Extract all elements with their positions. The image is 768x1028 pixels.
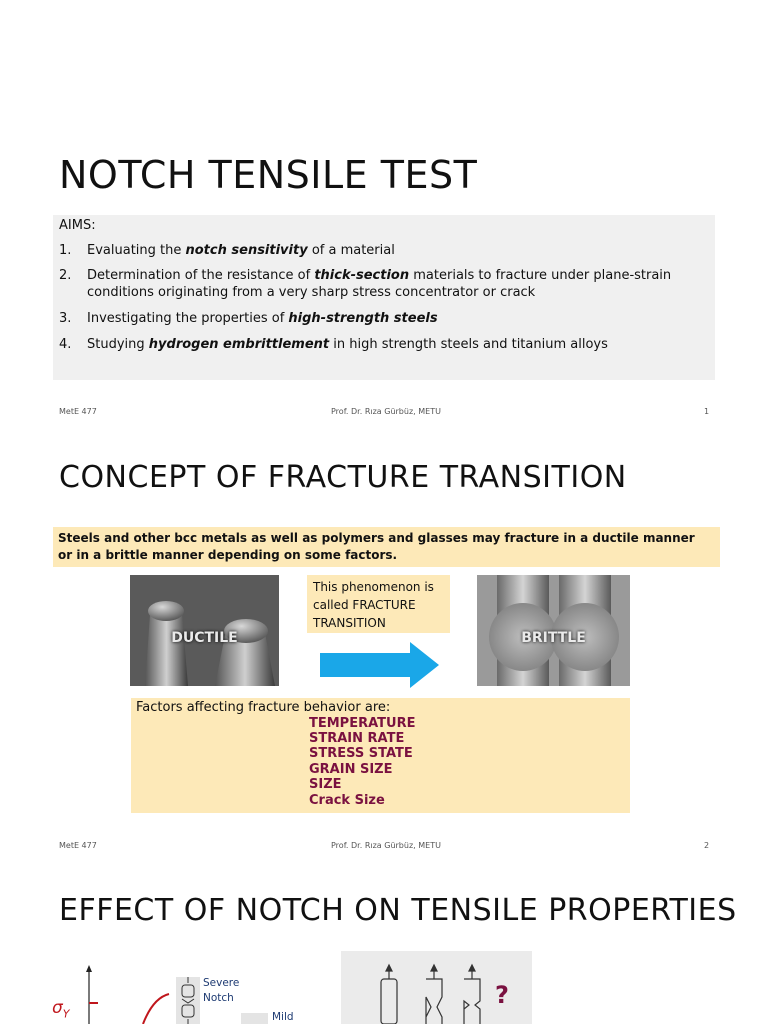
footer-author: Prof. Dr. Rıza Gürbüz, METU	[331, 407, 441, 416]
mild-notch-label: Mild	[272, 1011, 294, 1023]
factor-item: STRESS STATE	[309, 746, 413, 761]
sigma-y-label: $\sigma_Y$	[52, 998, 70, 1021]
slide1-title: NOTCH TENSILE TEST	[59, 153, 478, 197]
ductile-specimen-photo	[130, 575, 279, 686]
question-mark: ?	[495, 981, 509, 1009]
intro-text: Steels and other bcc metals as well as polymers and glasses may fracture in a ductile manner or in a brittle manner depending on some factors.	[58, 531, 695, 562]
footer-course: MetE 477	[59, 841, 97, 850]
slide3-title: EFFECT OF NOTCH ON TENSILE PROPERTIES	[59, 893, 737, 928]
notched-specimens-figure	[341, 951, 532, 1024]
factor-item: GRAIN SIZE	[309, 762, 393, 777]
footer-course: MetE 477	[59, 407, 97, 416]
phenomenon-text: This phenomenon is called FRACTURE TRANSITION	[313, 580, 434, 630]
factor-item: STRAIN RATE	[309, 731, 405, 746]
factors-heading: Factors affecting fracture behavior are:	[136, 700, 391, 715]
brittle-specimen-photo	[477, 575, 630, 686]
slide2-title: CONCEPT OF FRACTURE TRANSITION	[59, 460, 627, 495]
factor-item: Crack Size	[309, 793, 385, 808]
aim-item-1: 1. Evaluating the notch sensitivity of a material	[59, 243, 395, 258]
aims-heading: AIMS:	[59, 218, 96, 233]
aim-item-3: 3. Investigating the properties of high-strength steels	[59, 311, 438, 326]
severe-notch-label: Severe Notch	[203, 977, 240, 1004]
footer-page-number: 2	[704, 841, 710, 850]
aim-item-4: 4. Studying hydrogen embrittlement in high strength steels and titanium alloys	[59, 337, 608, 352]
factor-item: TEMPERATURE	[309, 716, 416, 731]
ductile-label: DUCTILE	[171, 630, 238, 646]
mild-notch-specimen	[241, 1013, 268, 1024]
footer-page-number: 1	[704, 407, 710, 416]
footer-author: Prof. Dr. Rıza Gürbüz, METU	[331, 841, 441, 850]
severe-notch-specimen	[176, 977, 200, 1024]
aim-item-2: 2. Determination of the resistance of thick-section materials to fracture under plane-strain conditions originating from a very sharp stress concentrator or crack	[59, 268, 672, 300]
brittle-label: BRITTLE	[521, 630, 586, 646]
factor-item: SIZE	[309, 777, 342, 792]
right-arrow-icon	[318, 640, 442, 690]
